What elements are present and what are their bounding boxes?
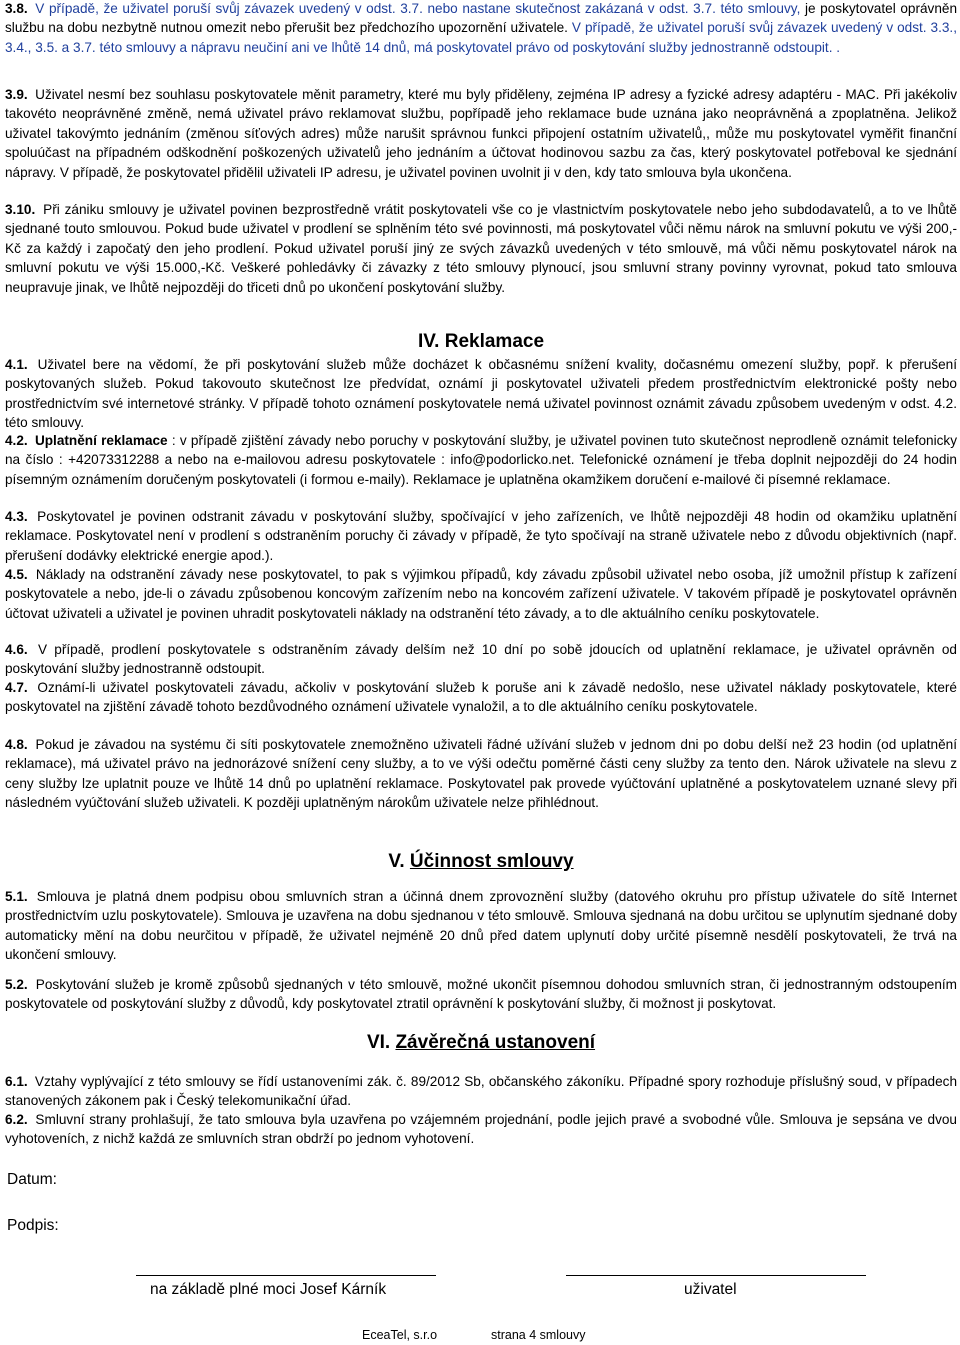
clause-4-1 bbox=[5, 355, 957, 433]
clause-6-2 bbox=[5, 1110, 957, 1149]
clause-6-1 bbox=[5, 1072, 957, 1111]
clause-text: V případě, že uživatel poruší svůj závazek uvedený v odst. 3.3., 3.4., 3.5. a 3.7. této smlouvy a nápravu neučiní ani ve lhůtě 14 dnů, má poskytovatel právo od poskytování služby jednostranně odstoupit. . bbox=[5, 20, 957, 55]
clause-text: Smluvní strany prohlašují, že tato smlouva byla uzavřena po vzájemném projednání, podle jejich pravé a svobodné vůle. Smlouva je sepsána ve dvou vyhotoveních, z nichž každá ze smluvních stran obdrží po jednom vyhotovení. bbox=[5, 1112, 957, 1147]
section-heading-title: Účinnost smlouvy bbox=[409, 851, 574, 872]
clause-4-8 bbox=[5, 735, 957, 813]
section-heading-vi bbox=[5, 1031, 957, 1055]
signature-line-provider bbox=[136, 1275, 436, 1276]
signature-caption-provider: na základě plné moci Josef Kárník bbox=[150, 1281, 387, 1298]
clause-number: 4.2. bbox=[5, 433, 28, 448]
clause-4-5 bbox=[5, 565, 957, 623]
clause-number: 5.1. bbox=[5, 889, 28, 904]
clause-number: 4.5. bbox=[5, 567, 28, 582]
clause-3-9 bbox=[5, 85, 957, 182]
clause-number: 6.2. bbox=[5, 1112, 28, 1127]
footer-company: EceaTel, s.r.o bbox=[362, 1328, 438, 1342]
section-heading-v bbox=[5, 850, 957, 874]
clause-text: Oznámí-li uživatel poskytovateli závadu, ačkoliv v poskytování služeb k poruše ani k závadě nedošlo, nese uživatel náklady poskytovatele, které poskytovatel na zjištění závadě tohoto bezdůvodného oznámení uživatele vynaložil, a to dle aktuálního ceníku poskytovatele. bbox=[5, 680, 957, 715]
clause-number: 5.2. bbox=[5, 977, 28, 992]
clause-number: 4.8. bbox=[5, 737, 28, 752]
date-label: Datum: bbox=[7, 1171, 57, 1188]
footer-page-number: strana 4 smlouvy bbox=[491, 1328, 586, 1342]
clause-text: Uživatel nesmí bez souhlasu poskytovatele měnit parametry, které mu byly přiděleny, zejména IP adresy a fyzické adresy adaptéru - MAC. Při jakékoliv takovéto neoprávněné změně, nemá uživatel právo reklamovat službu, popřípadě jeho reklamace bude uznána jako neoprávněná a zpoplatněna. Jelikož uživatel takovýmto jednáním (změnou síťových adres) může narušit správnou funkci připojení ostatním uživatelů,, může mu poskytovatel vyměřit finanční spoluúčast na případném odškodnění poškozených uživatelů jeho jednáním a účtovat hodinovou sazbu za čas, který poskytovatel potřeboval ke sjednání nápravy. V případě, že poskytovatel přidělil uživateli IP adresu, je uživatel povinen uvolnit ji v den, kdy tato smlouva byla ukončena. bbox=[5, 87, 957, 180]
signature-label: Podpis: bbox=[7, 1217, 59, 1234]
clause-text: V případě, prodlení poskytovatele s odstraněním závady delším než 10 dní po sobě jdoucích od uplatnění reklamace, je uživatel oprávněn od poskytování služby jednostranně odstoupit. bbox=[5, 642, 957, 677]
clause-number: 4.7. bbox=[5, 680, 28, 695]
clause-number: 3.10. bbox=[5, 202, 36, 217]
clause-4-7 bbox=[5, 678, 957, 717]
clause-text: : v případě zjištění závady nebo poruchy v poskytování služby, je uživatel povinen tuto skutečnost neprodleně oznámit telefonicky na číslo : +42073312288 a nebo na e-mailovou adresu poskytovatele : info@podorlicko.net. Telefonické oznámení je třeba doplnit nejpozději do 24 hodin písemným oznámením doručeným poskytovateli (i formou e-maily). Reklamace je uplatněna okamžikem doručení e-mailové či písemné reklamace. bbox=[5, 433, 957, 487]
clause-4-3 bbox=[5, 507, 957, 565]
signature-line-user bbox=[566, 1275, 866, 1276]
clause-number: 4.3. bbox=[5, 509, 28, 524]
clause-5-1 bbox=[5, 887, 957, 965]
clause-3-10 bbox=[5, 200, 957, 297]
clause-text: Uživatel bere na vědomí, že při poskytování služeb může docházet k občasnému snížení kvality, dočasnému omezení služby, popř. k přerušení poskytovaných služeb. Pokud takovouto skutečnost lze předvídat, oznámí ji poskytovatel uživateli předem prostřednictvím elektronické pošty nebo prostřednictvím své internetové stránky. V případě tohoto oznámení poskytovatele nemá uživatel povinnost oznámit závadu způsobem uvedeným v odst. 4.2. této smlouvy. bbox=[5, 357, 958, 431]
signature-caption-user: uživatel bbox=[684, 1281, 737, 1298]
clause-text: V případě, že uživatel poruší svůj závazek uvedený v odst. 3.7. nebo nastane skutečnost zakázaná v odst. 3.7. této smlouvy, bbox=[35, 1, 801, 16]
clause-number: 6.1. bbox=[5, 1074, 28, 1089]
clause-number: 3.8. bbox=[5, 1, 28, 16]
section-heading-prefix: VI. bbox=[366, 1032, 396, 1053]
clause-text: Poskytování služeb je kromě způsobů sjednaných v této smlouvě, možné ukončit písemnou dohodou smluvních stran, či jednostranným odstoupením poskytovatele od poskytování služby z důvodů, kdy poskytovatel ztratil oprávnění k poskytování služby, či možnost ji poskytovat. bbox=[5, 977, 957, 1012]
clause-4-6 bbox=[5, 640, 957, 679]
section-heading-iv: IV. Reklamace bbox=[417, 331, 545, 352]
clause-text: Pokud je závadou na systému či síti poskytovatele znemožněno uživateli řádné užívání služeb v jednom dni po dobu delší než 23 hodin (od uplatnění reklamace), má uživatel právo na jednorázové snížení ceny služby, a to ve výši odečtu poměrné části ceny služby za tento den. Nárok uživatele na slevu z ceny služby lze uplatnit pouze ve lhůtě 14 dnů po uplatnění reklamace. Poskytovatel pak provede vyúčtování uplatněné a poskytovatelem uznané slevy při následném vyúčtování služeb uživateli. K později uplatněným nárokům uživatele nelze přihlédnout. bbox=[5, 737, 957, 811]
clause-5-2 bbox=[5, 975, 957, 1014]
clause-text: Vztahy vyplývající z této smlouvy se řídí ustanoveními zák. č. 89/2012 Sb, občanského zákoníku. Případné spory rozhoduje příslušný soud, v případech stanovených zákonem pak i Český telekomunikační úřad. bbox=[5, 1074, 957, 1109]
clause-number: 4.6. bbox=[5, 642, 28, 657]
clause-number: 3.9. bbox=[5, 87, 28, 102]
clause-title: Uplatnění reklamace bbox=[34, 433, 168, 448]
section-heading-title: Závěrečná ustanovení bbox=[395, 1032, 596, 1053]
clause-4-2 bbox=[5, 431, 957, 489]
clause-number: 4.1. bbox=[5, 357, 28, 372]
clause-text: Při zániku smlouvy je uživatel povinen bezprostředně vrátit poskytovateli vše co je vlastnictvím poskytovatele nebo jeho subdodavatelů, a to ve lhůtě sjednané touto smlouvou. Pokud bude uživatel v prodlení se splněním této své povinnosti, má poskytovatel vůči němu nárok na smluvní pokutu ve výši 200,-Kč za každý i započatý den jeho prodlení. Pokud uživatel poruší jiný ze svých závazků uvedených v této smlouvě, má vůči němu poskytovatel nárok na smluvní pokutu ve výši 15.000,-Kč. Veškeré pohledávky či závazky z této smlouvy plynoucí, jsou smluvní strany povinny vyrovnat, pokud tato smlouva neupravuje jinak, ve lhůtě nejpozději do třiceti dnů po ukončení poskytování služby. bbox=[5, 202, 957, 295]
section-heading-prefix: V. bbox=[388, 851, 410, 872]
clause-text: Poskytovatel je povinen odstranit závadu v poskytování služby, spočívající v jeho zařízeních, ve lhůtě nejpozději 48 hodin od okamžiku uplatnění reklamace. Poskytovatel není v prodlení s odstraněním poruchy či závady v případě, že tyto spočívají na straně uživatele nebo z důvodu objektivních (např. přerušení dodávky elektrické energie apod.). bbox=[5, 509, 957, 563]
clause-3-8 bbox=[5, 0, 957, 57]
clause-text: je poskytovatel oprávněn službu na dobu nezbytně nutnou omezit nebo přerušit bez předchozího upozornění uživatele. bbox=[5, 1, 958, 36]
clause-text: Smlouva je platná dnem podpisu obou smluvních stran a účinná dnem zprovoznění služby (datového okruhu pro přístup uživatele do sítě Internet prostřednictvím uzlu poskytovatele). Smlouva je uzavřena na dobu sjednanou v této smlouvě. Smlouva sjednaná na dobu určitou se uplynutím sjednané doby automaticky mění na dobu neurčitou v případě, že uživatel nejméně 20 dnů před datem uplynutí doby určité písemně nesdělí poskytovateli, že trvá na ukončení smlouvy. bbox=[5, 889, 957, 963]
clause-text: Náklady na odstranění závady nese poskytovatel, to pak s výjimkou případů, kdy závadu způsobil uživatel nebo osoba, jíž umožnil přístup k zařízení poskytovatele a nebo, jde-li o závadu způsobenou koncovým zařízením nebo na koncovém zařízení uživatele. V takovém případě je poskytovatel oprávněn účtovat uživateli a uživatel je povinen uhradit poskytovateli náklady na odstranění této závady, a to dle aktuálního ceníku poskytovatele. bbox=[5, 567, 957, 621]
